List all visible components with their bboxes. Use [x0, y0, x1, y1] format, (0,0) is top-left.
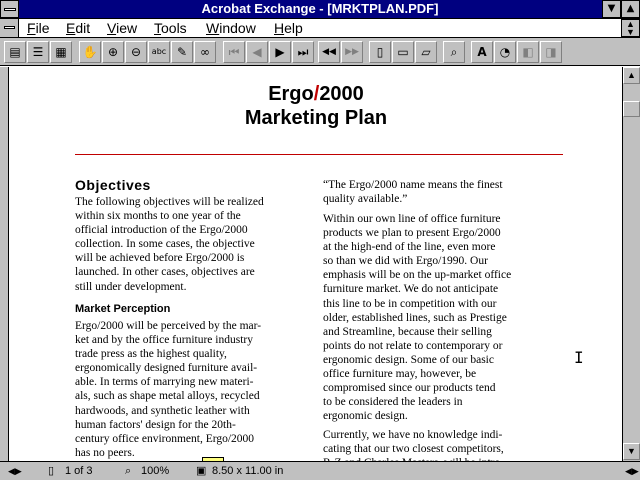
- previous-highlight-icon[interactable]: ◧: [517, 41, 539, 63]
- thumbnails-and-page-icon[interactable]: ▦: [50, 41, 72, 63]
- objectives-paragraph: The following objectives will be realized within six months to one year of the official introduction of the Ergo/2000 collection. In some cases, the objective will be achieved before Ergo/2000 is launched. In other cases, objectives are still under development.: [75, 196, 264, 293]
- bookmarks-and-page-icon[interactable]: ☰: [27, 41, 49, 63]
- link-tool-icon[interactable]: ∞: [194, 41, 216, 63]
- zoom-in-icon[interactable]: ⊕: [102, 41, 124, 63]
- zoom-icon: ⌕: [125, 465, 132, 477]
- next-highlight-icon[interactable]: ◨: [540, 41, 562, 63]
- scroll-down-icon[interactable]: ▼: [623, 443, 640, 460]
- fit-page-icon[interactable]: ▭: [392, 41, 414, 63]
- title-bar: [0, 0, 640, 19]
- right-column-paragraph-1: Within our own line of office furniture products we plan to present Ergo/2000 at the high-end of the line, even more so than we did with Ergo/1990. Our emphasis will be on the up-market office furniture market. We do not anticipate this line to be in competition with our older, established lines, such as Prestige and Streamline, because their selling points do not relate to contemporary or ergonomic design. Some of our basic office furniture may, however, be compromised since our products tend to be considered the leaders in ergonomic design.: [323, 213, 512, 423]
- page-icon: ▯: [48, 465, 55, 477]
- page-only-icon[interactable]: ▤: [4, 41, 26, 63]
- full-text-search-icon[interactable]: A: [471, 41, 493, 63]
- scroll-left-icon[interactable]: ◀▶: [8, 466, 22, 476]
- vertical-scrollbar[interactable]: [622, 67, 640, 461]
- go-back-icon[interactable]: ◀◀: [318, 41, 340, 63]
- menu-window[interactable]: Window: [206, 20, 256, 36]
- text-select-icon[interactable]: abc: [148, 41, 170, 63]
- toolbar: [0, 38, 640, 66]
- objectives-heading: Objectives: [75, 177, 151, 193]
- note-tool-icon[interactable]: ✎: [171, 41, 193, 63]
- right-column-paragraph-2: Currently, we have no knowledge indi- cating that our two closest competitors,: [323, 429, 504, 456]
- page-size-icon: ▣: [196, 465, 207, 477]
- status-bar: [0, 461, 640, 480]
- first-page-icon[interactable]: ⏮: [223, 41, 245, 63]
- page-size: 8.50 x 11.00 in: [212, 465, 284, 477]
- menu-bar: [0, 19, 640, 38]
- search-results-icon[interactable]: ◔: [494, 41, 516, 63]
- menu-file[interactable]: File: [27, 20, 50, 36]
- hand-tool-icon[interactable]: ✋: [79, 41, 101, 63]
- pull-quote: “The Ergo/2000 name means the finest quality available.”: [323, 179, 503, 206]
- previous-page-icon[interactable]: ◀: [246, 41, 268, 63]
- page-number[interactable]: 1 of 3: [65, 465, 93, 477]
- market-perception-heading: Market Perception: [75, 303, 171, 315]
- pdf-page: [10, 67, 622, 461]
- window-title: Acrobat Exchange - [MRKTPLAN.PDF]: [201, 1, 439, 16]
- scroll-right-icon[interactable]: ◀▶: [625, 466, 639, 476]
- menu-tools[interactable]: Tools: [154, 20, 187, 36]
- menu-view[interactable]: View: [107, 20, 138, 36]
- document-view[interactable]: [10, 67, 622, 461]
- menu-help[interactable]: Help: [274, 20, 303, 36]
- text-cursor-icon: I: [574, 348, 584, 367]
- menu-edit[interactable]: Edit: [66, 20, 91, 36]
- find-icon[interactable]: ⌕: [443, 41, 465, 63]
- fit-width-icon[interactable]: ▱: [415, 41, 437, 63]
- document-system-menu-button[interactable]: [0, 19, 19, 37]
- zoom-level[interactable]: 100%: [141, 465, 170, 477]
- scroll-up-icon[interactable]: ▲: [623, 67, 640, 84]
- next-page-icon[interactable]: ▶: [269, 41, 291, 63]
- document-subtitle: Marketing Plan: [244, 107, 388, 129]
- document-title: Ergo/2000: [268, 83, 364, 105]
- scroll-thumb[interactable]: [623, 101, 640, 117]
- title-rule: [75, 154, 563, 155]
- last-page-icon[interactable]: ⏭: [292, 41, 314, 63]
- overview-pane-splitter[interactable]: [0, 67, 9, 461]
- restore-button[interactable]: ▲ ▼: [621, 19, 640, 37]
- zoom-out-icon[interactable]: ⊖: [125, 41, 147, 63]
- maximize-button[interactable]: ▲: [621, 0, 640, 18]
- actual-size-icon[interactable]: ▯: [369, 41, 391, 63]
- market-perception-paragraph: Ergo/2000 will be perceived by the mar- ket and by the office furniture industry trade press as the highest quality, ergonomically designed furniture avail- able. In terms of marrying new materi- als, such as shape metal alloys, recycled hardwoods, and synthetic leather with human factors' design for the 20th- century office environment, Ergo/2000 has no peers.: [75, 320, 262, 459]
- go-forward-icon[interactable]: ▶▶: [341, 41, 363, 63]
- minimize-button[interactable]: ▼: [602, 0, 621, 18]
